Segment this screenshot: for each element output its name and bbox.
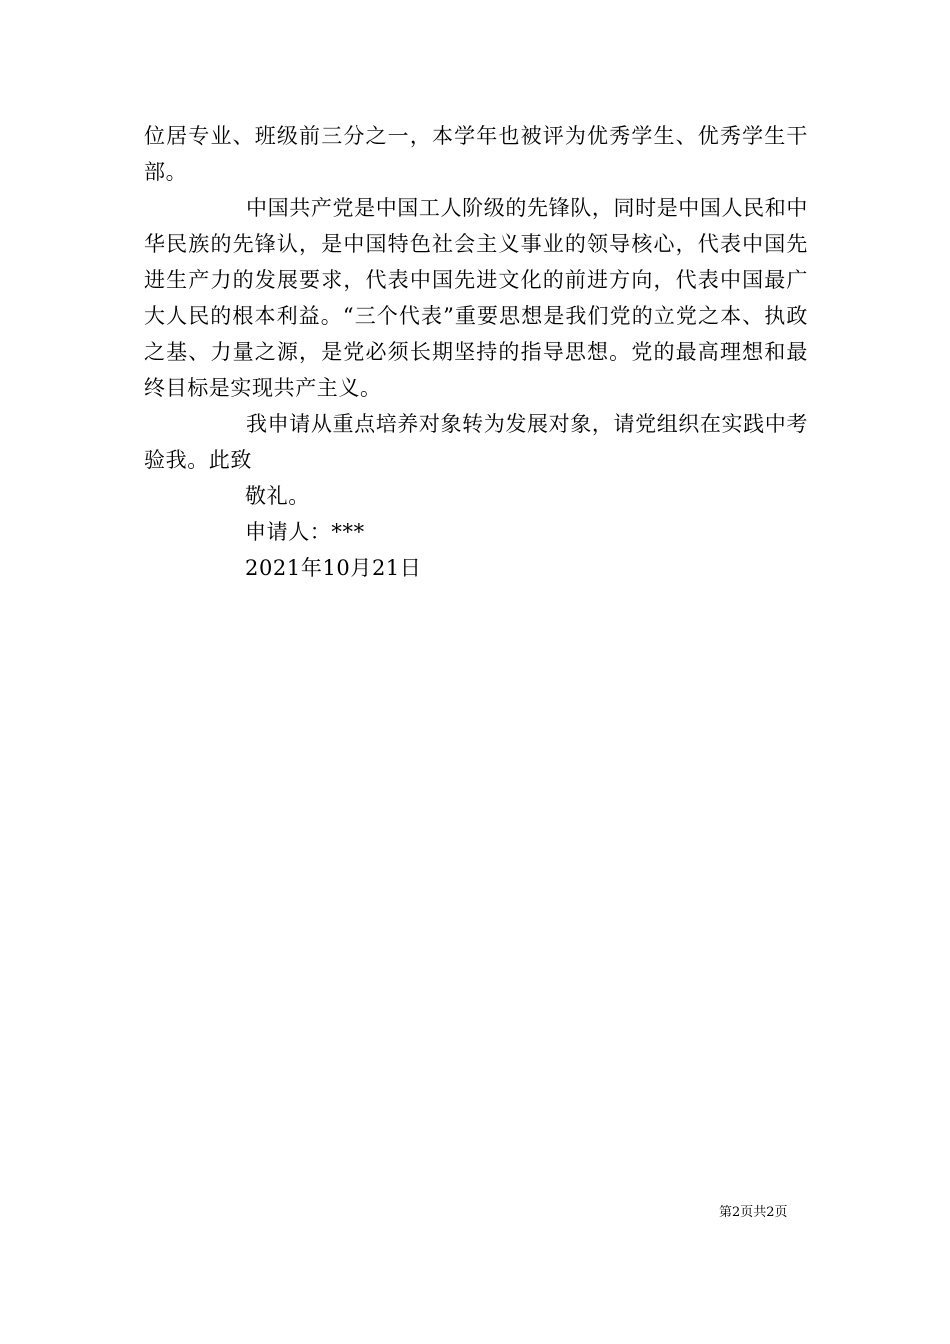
paragraph-continued: 位居专业、班级前三分之一，本学年也被评为优秀学生、优秀学生干部。	[144, 124, 808, 184]
application-date: 2021年10月21日	[245, 556, 422, 580]
paragraph-party-description: 中国共产党是中国工人阶级的先锋队，同时是中国人民和中华民族的先锋认，是中国特色社会主义事业的领导核心，代表中国先进生产力的发展要求，代表中国先进文化的前进方向，代表中国最广大人民的根本利益。“三个代表”重要思想是我们党的立党之本、执政之基、力量之源，是党必须长期坚持的指导思想。党的最高理想和最终目标是实现共产主义。	[144, 196, 808, 400]
page-number-footer: 第2页共2页	[719, 1205, 788, 1220]
paragraph-application-request: 我申请从重点培养对象转为发展对象，请党组织在实践中考验我。此致	[144, 412, 808, 472]
document-body	[144, 118, 808, 586]
applicant-signature: 申请人：***	[245, 520, 365, 544]
closing-salutation: 敬礼。	[245, 484, 310, 508]
